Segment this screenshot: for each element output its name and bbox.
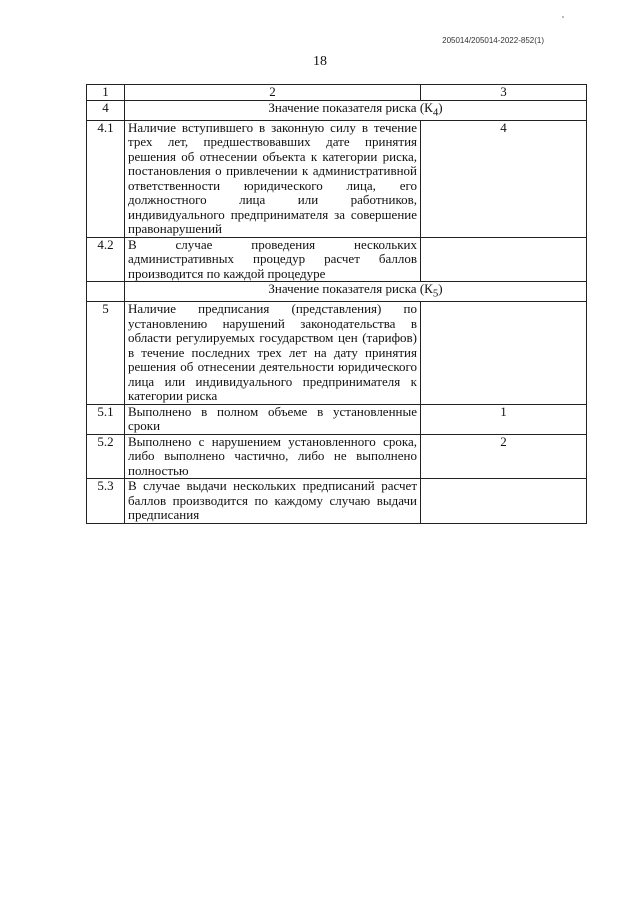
header-cell: 1	[87, 85, 125, 101]
section-title: Значение показателя риска $(К_4)$	[125, 100, 587, 120]
risk-indicator-table	[86, 84, 587, 524]
header-cell: 2	[125, 85, 421, 101]
score-value: 4	[421, 120, 587, 237]
score-value: 1	[421, 404, 587, 434]
header-cell: 3	[421, 85, 587, 101]
criterion-text: Наличие предписания (представления) по установлению нарушений законодательства в области регулируемых государством цен (тарифов) в течение последних трех лет на дату принятия решения об отнесении деятельности юридического лица или индивидуального предпринимателя к категории риска	[125, 302, 421, 405]
table-header-row	[87, 85, 587, 101]
row-number: 4.1	[87, 120, 125, 237]
row-number: 5.3	[87, 479, 125, 524]
table-row	[87, 120, 587, 237]
scan-mark	[562, 16, 564, 18]
criterion-text: В случае проведения нескольких административных процедур расчет баллов производится по каждой процедуре	[125, 237, 421, 282]
row-number: 5.2	[87, 434, 125, 479]
criterion-text: Наличие вступившего в законную силу в течение трех лет, предшествовавших дате принятия решения об отнесении объекта к категории риска, постановления о привлечении к административной ответственности юридического лица, его должностного лица или работников, индивидуального предпринимателя за совершение правонарушений	[125, 120, 421, 237]
table-row	[87, 237, 587, 282]
section-row	[87, 282, 587, 302]
document-id: 205014/205014-2022-852(1)	[442, 36, 544, 45]
criterion-text: Выполнено в полном объеме в установленные сроки	[125, 404, 421, 434]
page-number: 18	[313, 54, 327, 69]
score-value	[421, 302, 587, 405]
score-value	[421, 237, 587, 282]
row-number: 4	[87, 100, 125, 120]
criterion-text: Выполнено с нарушением установленного срока, либо выполнено частично, либо не выполнено полностью	[125, 434, 421, 479]
row-number: 4.2	[87, 237, 125, 282]
row-number: 5.1	[87, 404, 125, 434]
row-number: 5	[87, 302, 125, 405]
score-value	[421, 479, 587, 524]
table-row	[87, 434, 587, 479]
row-number	[87, 282, 125, 302]
table-row	[87, 479, 587, 524]
table-row	[87, 302, 587, 405]
table-row	[87, 404, 587, 434]
criterion-text: В случае выдачи нескольких предписаний расчет баллов производится по каждому случаю выдачи предписания	[125, 479, 421, 524]
section-row	[87, 100, 587, 120]
score-value: 2	[421, 434, 587, 479]
section-title: Значение показателя риска $(К_5)$	[125, 282, 587, 302]
